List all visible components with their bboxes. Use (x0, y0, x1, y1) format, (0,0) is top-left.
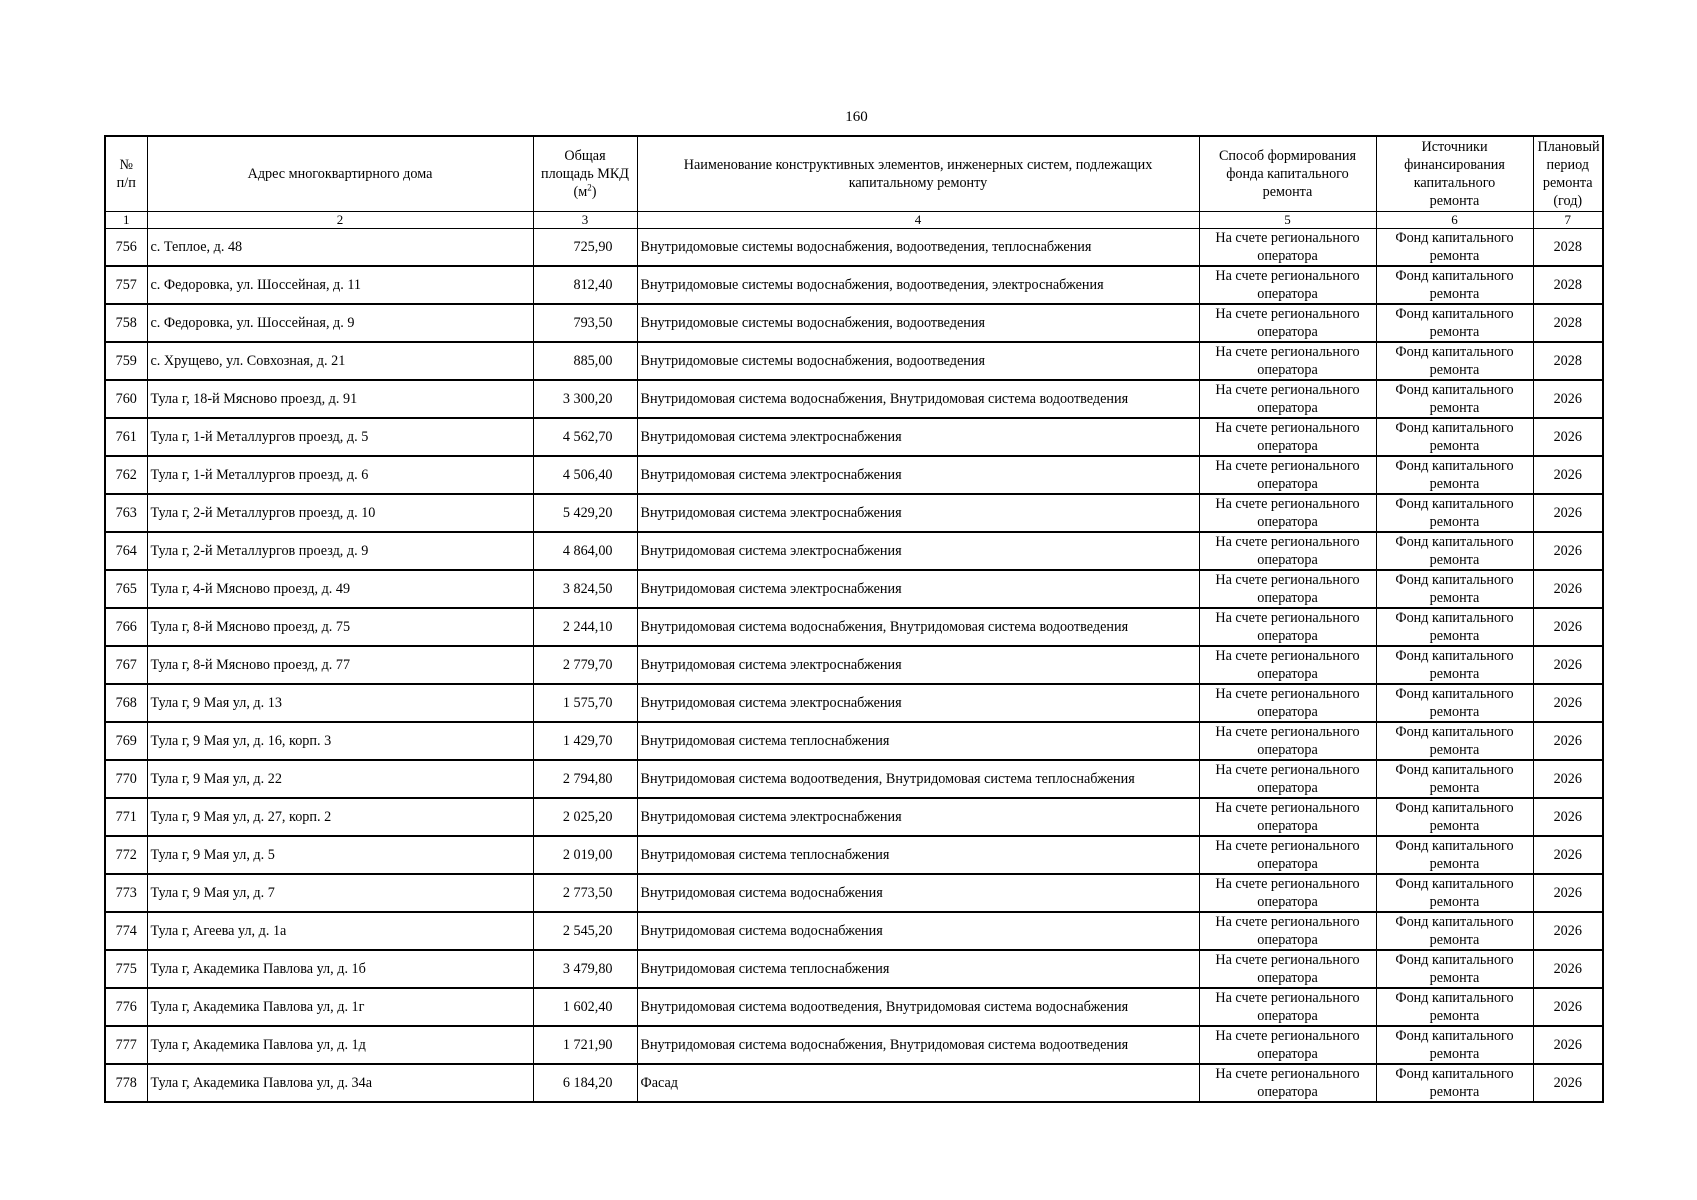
row-number: 761 (105, 418, 147, 456)
row-year: 2026 (1533, 570, 1603, 608)
row-year: 2026 (1533, 494, 1603, 532)
row-elements: Внутридомовая система водоотведения, Внутридомовая система водоснабжения (637, 988, 1199, 1026)
row-elements: Внутридомовая система электроснабжения (637, 456, 1199, 494)
header-area-unit-sup: 2 (587, 182, 592, 193)
row-elements: Внутридомовая система водоснабжения (637, 912, 1199, 950)
row-number: 756 (105, 229, 147, 267)
row-year: 2026 (1533, 912, 1603, 950)
table-row (105, 874, 1603, 912)
row-fund-method: На счете регионального оператора (1199, 304, 1376, 342)
row-number: 760 (105, 380, 147, 418)
row-number: 773 (105, 874, 147, 912)
row-area: 6 184,20 (533, 1064, 637, 1102)
column-number: 1 (105, 212, 147, 229)
row-elements: Внутридомовая система водоснабжения, Внутридомовая система водоотведения (637, 380, 1199, 418)
row-funding-source: Фонд капитального ремонта (1376, 456, 1533, 494)
table-row (105, 798, 1603, 836)
row-year: 2026 (1533, 380, 1603, 418)
table-row (105, 646, 1603, 684)
row-elements: Внутридомовая система теплоснабжения (637, 950, 1199, 988)
row-fund-method: На счете регионального оператора (1199, 912, 1376, 950)
row-address: Тула г, 8-й Мясново проезд, д. 75 (147, 608, 533, 646)
row-elements: Внутридомовые системы водоснабжения, водоотведения (637, 342, 1199, 380)
row-number: 774 (105, 912, 147, 950)
header-period: Плановый период ремонта (год) (1533, 136, 1603, 212)
row-address: Тула г, 1-й Металлургов проезд, д. 6 (147, 456, 533, 494)
table-row (105, 456, 1603, 494)
row-address: Тула г, 18-й Мясново проезд, д. 91 (147, 380, 533, 418)
header-elements: Наименование конструктивных элементов, инженерных систем, подлежащих капитальному ремонту (637, 136, 1199, 212)
row-address: Тула г, 9 Мая ул, д. 27, корп. 2 (147, 798, 533, 836)
row-funding-source: Фонд капитального ремонта (1376, 722, 1533, 760)
row-elements: Внутридомовая система электроснабжения (637, 532, 1199, 570)
row-number: 778 (105, 1064, 147, 1102)
row-number: 757 (105, 266, 147, 304)
row-elements: Внутридомовая система электроснабжения (637, 684, 1199, 722)
row-year: 2026 (1533, 646, 1603, 684)
row-funding-source: Фонд капитального ремонта (1376, 760, 1533, 798)
row-area: 2 779,70 (533, 646, 637, 684)
header-number-symbol: № (119, 157, 134, 173)
row-address: с. Теплое, д. 48 (147, 229, 533, 267)
row-area: 812,40 (533, 266, 637, 304)
row-year: 2026 (1533, 532, 1603, 570)
row-elements: Внутридомовые системы водоснабжения, водоотведения, теплоснабжения (637, 229, 1199, 267)
row-year: 2026 (1533, 988, 1603, 1026)
row-fund-method: На счете регионального оператора (1199, 798, 1376, 836)
row-area: 2 025,20 (533, 798, 637, 836)
row-fund-method: На счете регионального оператора (1199, 1026, 1376, 1064)
row-address: Тула г, Академика Павлова ул, д. 1г (147, 988, 533, 1026)
column-number: 6 (1376, 212, 1533, 229)
row-year: 2026 (1533, 874, 1603, 912)
row-fund-method: На счете регионального оператора (1199, 418, 1376, 456)
row-year: 2026 (1533, 798, 1603, 836)
table-row (105, 494, 1603, 532)
row-area: 885,00 (533, 342, 637, 380)
column-numbers-row (105, 212, 1603, 229)
row-funding-source: Фонд капитального ремонта (1376, 229, 1533, 267)
row-fund-method: На счете регионального оператора (1199, 380, 1376, 418)
row-year: 2028 (1533, 266, 1603, 304)
row-area: 2 019,00 (533, 836, 637, 874)
row-area: 1 602,40 (533, 988, 637, 1026)
row-elements: Внутридомовые системы водоснабжения, водоотведения (637, 304, 1199, 342)
row-funding-source: Фонд капитального ремонта (1376, 608, 1533, 646)
row-number: 771 (105, 798, 147, 836)
row-area: 3 824,50 (533, 570, 637, 608)
row-number: 769 (105, 722, 147, 760)
row-funding-source: Фонд капитального ремонта (1376, 418, 1533, 456)
header-number (105, 136, 147, 212)
row-fund-method: На счете регионального оператора (1199, 608, 1376, 646)
row-address: Тула г, 8-й Мясново проезд, д. 77 (147, 646, 533, 684)
header-fund: Способ формирования фонда капитального ремонта (1199, 136, 1376, 212)
row-address: Тула г, 9 Мая ул, д. 5 (147, 836, 533, 874)
row-fund-method: На счете регионального оператора (1199, 456, 1376, 494)
row-fund-method: На счете регионального оператора (1199, 532, 1376, 570)
row-funding-source: Фонд капитального ремонта (1376, 836, 1533, 874)
row-elements: Внутридомовая система электроснабжения (637, 570, 1199, 608)
table-row (105, 342, 1603, 380)
row-fund-method: На счете регионального оператора (1199, 988, 1376, 1026)
row-year: 2026 (1533, 1064, 1603, 1102)
header-area-line2: площадь МКД (541, 166, 629, 182)
table-row (105, 1064, 1603, 1102)
row-elements: Внутридомовая система электроснабжения (637, 798, 1199, 836)
column-number: 5 (1199, 212, 1376, 229)
row-fund-method: На счете регионального оператора (1199, 1064, 1376, 1102)
row-funding-source: Фонд капитального ремонта (1376, 266, 1533, 304)
row-address: с. Федоровка, ул. Шоссейная, д. 9 (147, 304, 533, 342)
row-elements: Внутридомовая система электроснабжения (637, 418, 1199, 456)
table-header (105, 136, 1603, 229)
row-elements: Внутридомовая система водоснабжения, Внутридомовая система водоотведения (637, 608, 1199, 646)
row-funding-source: Фонд капитального ремонта (1376, 912, 1533, 950)
row-elements: Внутридомовая система водоснабжения, Внутридомовая система водоотведения (637, 1026, 1199, 1064)
row-address: Тула г, 4-й Мясново проезд, д. 49 (147, 570, 533, 608)
table-row (105, 266, 1603, 304)
row-area: 2 545,20 (533, 912, 637, 950)
row-number: 770 (105, 760, 147, 798)
table-row (105, 836, 1603, 874)
row-address: Тула г, 9 Мая ул, д. 16, корп. 3 (147, 722, 533, 760)
row-funding-source: Фонд капитального ремонта (1376, 646, 1533, 684)
row-elements: Внутридомовая система теплоснабжения (637, 722, 1199, 760)
header-sources: Источники финансирования капитального ремонта (1376, 136, 1533, 212)
row-funding-source: Фонд капитального ремонта (1376, 304, 1533, 342)
row-address: Тула г, 2-й Металлургов проезд, д. 10 (147, 494, 533, 532)
row-funding-source: Фонд капитального ремонта (1376, 798, 1533, 836)
row-year: 2026 (1533, 760, 1603, 798)
table-row (105, 912, 1603, 950)
row-funding-source: Фонд капитального ремонта (1376, 950, 1533, 988)
row-address: Тула г, Агеева ул, д. 1а (147, 912, 533, 950)
row-number: 758 (105, 304, 147, 342)
row-address: Тула г, Академика Павлова ул, д. 1д (147, 1026, 533, 1064)
row-fund-method: На счете регионального оператора (1199, 722, 1376, 760)
row-funding-source: Фонд капитального ремонта (1376, 570, 1533, 608)
row-funding-source: Фонд капитального ремонта (1376, 532, 1533, 570)
row-elements: Внутридомовая система водоснабжения (637, 874, 1199, 912)
row-elements: Внутридомовые системы водоснабжения, водоотведения, электроснабжения (637, 266, 1199, 304)
row-funding-source: Фонд капитального ремонта (1376, 684, 1533, 722)
row-address: Тула г, 9 Мая ул, д. 22 (147, 760, 533, 798)
row-fund-method: На счете регионального оператора (1199, 570, 1376, 608)
row-address: Тула г, 2-й Металлургов проезд, д. 9 (147, 532, 533, 570)
row-year: 2026 (1533, 1026, 1603, 1064)
row-year: 2026 (1533, 608, 1603, 646)
row-year: 2026 (1533, 684, 1603, 722)
row-fund-method: На счете регионального оператора (1199, 494, 1376, 532)
row-area: 3 300,20 (533, 380, 637, 418)
table-row (105, 988, 1603, 1026)
row-address: с. Федоровка, ул. Шоссейная, д. 11 (147, 266, 533, 304)
row-number: 765 (105, 570, 147, 608)
row-area: 725,90 (533, 229, 637, 267)
row-fund-method: На счете регионального оператора (1199, 342, 1376, 380)
table-row (105, 229, 1603, 267)
row-fund-method: На счете регионального оператора (1199, 760, 1376, 798)
row-year: 2026 (1533, 418, 1603, 456)
header-number-abbr: п/п (116, 175, 136, 191)
column-number: 7 (1533, 212, 1603, 229)
row-address: Тула г, Академика Павлова ул, д. 34а (147, 1064, 533, 1102)
row-number: 759 (105, 342, 147, 380)
table-body (105, 229, 1603, 1103)
row-number: 768 (105, 684, 147, 722)
row-funding-source: Фонд капитального ремонта (1376, 988, 1533, 1026)
row-fund-method: На счете регионального оператора (1199, 836, 1376, 874)
row-fund-method: На счете регионального оператора (1199, 229, 1376, 267)
header-address: Адрес многоквартирного дома (147, 136, 533, 212)
row-year: 2026 (1533, 722, 1603, 760)
header-area-line1: Общая (564, 148, 606, 164)
row-area: 1 429,70 (533, 722, 637, 760)
column-number: 3 (533, 212, 637, 229)
row-year: 2028 (1533, 304, 1603, 342)
row-number: 776 (105, 988, 147, 1026)
row-elements: Внутридомовая система водоотведения, Внутридомовая система теплоснабжения (637, 760, 1199, 798)
row-address: с. Хрущево, ул. Совхозная, д. 21 (147, 342, 533, 380)
header-area-unit-close: ) (591, 184, 597, 200)
header-area-unit (574, 184, 597, 200)
header-area (533, 136, 637, 212)
row-number: 766 (105, 608, 147, 646)
table-row (105, 684, 1603, 722)
row-year: 2026 (1533, 836, 1603, 874)
row-address: Тула г, 9 Мая ул, д. 13 (147, 684, 533, 722)
row-funding-source: Фонд капитального ремонта (1376, 494, 1533, 532)
row-number: 762 (105, 456, 147, 494)
row-area: 1 721,90 (533, 1026, 637, 1064)
table-row (105, 722, 1603, 760)
column-number: 2 (147, 212, 533, 229)
row-area: 4 562,70 (533, 418, 637, 456)
row-area: 2 794,80 (533, 760, 637, 798)
row-number: 777 (105, 1026, 147, 1064)
column-number: 4 (637, 212, 1199, 229)
table-row (105, 380, 1603, 418)
row-funding-source: Фонд капитального ремонта (1376, 1026, 1533, 1064)
row-fund-method: На счете регионального оператора (1199, 950, 1376, 988)
page-number: 160 (845, 109, 868, 125)
table-row (105, 1026, 1603, 1064)
row-number: 764 (105, 532, 147, 570)
row-number: 772 (105, 836, 147, 874)
table-row (105, 570, 1603, 608)
row-area: 4 864,00 (533, 532, 637, 570)
row-fund-method: На счете регионального оператора (1199, 684, 1376, 722)
table-row (105, 532, 1603, 570)
table-row (105, 608, 1603, 646)
capital-repair-table (104, 135, 1604, 1103)
header-area-unit-base: (м (573, 184, 588, 200)
row-elements: Внутридомовая система электроснабжения (637, 646, 1199, 684)
row-year: 2026 (1533, 456, 1603, 494)
row-area: 2 773,50 (533, 874, 637, 912)
row-address: Тула г, 9 Мая ул, д. 7 (147, 874, 533, 912)
row-elements: Внутридомовая система электроснабжения (637, 494, 1199, 532)
table-row (105, 304, 1603, 342)
table-row (105, 760, 1603, 798)
row-area: 1 575,70 (533, 684, 637, 722)
row-fund-method: На счете регионального оператора (1199, 646, 1376, 684)
row-funding-source: Фонд капитального ремонта (1376, 380, 1533, 418)
row-funding-source: Фонд капитального ремонта (1376, 342, 1533, 380)
row-fund-method: На счете регионального оператора (1199, 266, 1376, 304)
row-number: 763 (105, 494, 147, 532)
row-area: 3 479,80 (533, 950, 637, 988)
row-funding-source: Фонд капитального ремонта (1376, 874, 1533, 912)
row-address: Тула г, Академика Павлова ул, д. 1б (147, 950, 533, 988)
row-elements: Внутридомовая система теплоснабжения (637, 836, 1199, 874)
row-area: 5 429,20 (533, 494, 637, 532)
row-address: Тула г, 1-й Металлургов проезд, д. 5 (147, 418, 533, 456)
row-elements: Фасад (637, 1064, 1199, 1102)
row-area: 793,50 (533, 304, 637, 342)
row-year: 2026 (1533, 950, 1603, 988)
row-area: 2 244,10 (533, 608, 637, 646)
table-row (105, 418, 1603, 456)
table-row (105, 950, 1603, 988)
row-year: 2028 (1533, 229, 1603, 267)
row-fund-method: На счете регионального оператора (1199, 874, 1376, 912)
row-number: 767 (105, 646, 147, 684)
row-area: 4 506,40 (533, 456, 637, 494)
row-year: 2028 (1533, 342, 1603, 380)
row-funding-source: Фонд капитального ремонта (1376, 1064, 1533, 1102)
row-number: 775 (105, 950, 147, 988)
